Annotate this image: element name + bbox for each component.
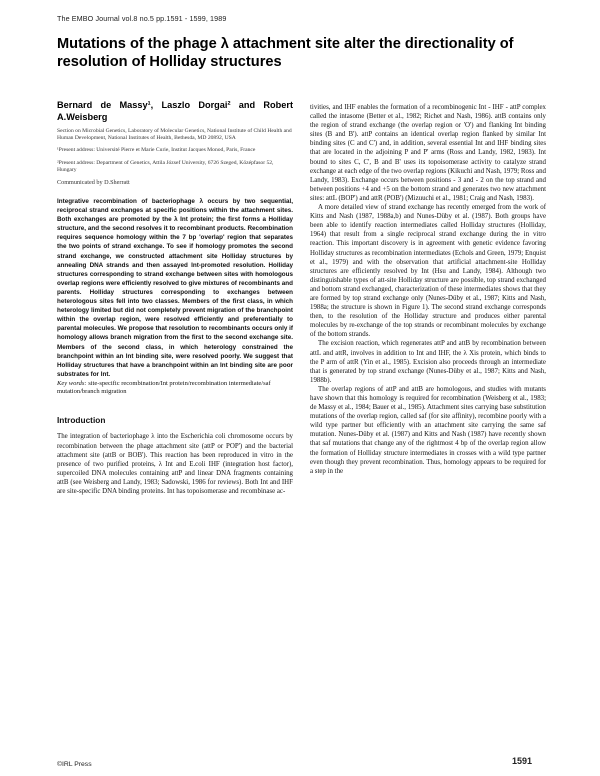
body-paragraph: The excision reaction, which regenerates attP and attB by recombination between attL and attR, involves in addition to Int and IHF, the λ Xis protein, which binds to the P arm of attR (Yin et al., 1985). Excision also proceeds through an intermediate that is generated by top strand exchange (Nunes-Düby et al., 1987; Kitts and Nash, 1988b). [310,340,546,384]
body-paragraph: A more detailed view of strand exchange has recently emerged from the work of Kitts and Nash (1987, 1988a,b) and Nunes-Düby et al. (1987). Both groups have been able to identify reaction intermediates called Holliday structures (Holliday, 1964) that result from a single reciprocal strand exchange during the in vitro reaction. This important discovery is in agreement with genetic evidence favoring Holliday structures as recombination intermediates (Echols and Green, 1979; Enquist et al., 1979) and with the observation that artificial attachment-site Holliday structures are efficiently resolved by Int (Hsu and Landy, 1984). Although two distinguishable types of att-site Holliday structure are possible, top strand exchanged and bottom strand exchanged, characterization of these intermediates shows that they are formed by top strand exchange only (Nunes-Düby et al., 1987; Kitts and Nash, 1988a; the structure is shown in Figure 1). The second strand exchange corresponds then, to the resolution of the Holliday structure and produces either parental molecules by re-exchange of the top strands or recombinant molecules by exchange of the bottom strands. [310,204,546,339]
body-paragraph: tivities, and IHF enables the formation of a recombinogenic Int - IHF - attP complex called the intasome (Better et al., 1982; Richet and Nash, 1986). attB contains only the region of strand exchange (the overlap region or 'O') and flanking Int binding sites (B and B'). attP contains an identical overlap region flanked by similar Int binding sites (C and C') and, in addition, several essential Int and IHF binding sites that are located in the adjoining P and P' arms (Ross and Landy, 1982, 1983). Int bound to sites C, C', B and B' uses its topoisomerase activity to catalyze strand exchange at each edge of the two overlap regions (Kikuchi and Nash, 1979; Ross and Landy, 1983). Exchange occurs between positions - 3 and - 2 on the top strand and between positions +4 and +5 on the bottom strand and generates two new attachment sites: attL (BOP') and attR (POB') (Mizuuchi et al., 1981; Craig and Nash, 1983). [310,104,546,202]
right-column [310,103,546,476]
article-title: Mutations of the phage λ attachment site alter the directionality of resolution of Holliday structures [57,36,514,70]
affiliation-main: Section on Microbial Genetics, Laboratory of Molecular Genetics, National Institute of Child Health and Human Development, National Institutes of Health, Bethesda, MD 20892, USA [57,128,292,142]
left-column [57,100,293,496]
affiliation-present-1: ¹Present address: Université Pierre et Marie Curie, Institut Jacques Monod, Paris, France [57,147,256,154]
keywords-label: Key words: [57,379,87,387]
publisher-footer: ©IRL Press [57,761,92,768]
journal-header: The EMBO Journal vol.8 no.5 pp.1591 - 1599, 1989 [57,14,227,23]
affiliation-present-2: ²Present address: Department of Genetics, Attila József University, 6726 Szeged, Középfasor 52, Hungary [57,159,274,173]
communicated-by: Communicated by D.Sherratt [57,179,130,187]
page-number: 1591 [512,756,533,766]
abstract: Integrative recombination of bacteriophage λ occurs by two sequential, reciprocal strand exchanges at specific positions within the attachment sites. Both exchanges are promoted by the λ Int protein; the first forms a Holliday structure, and the second resolves it to recombinant products. Recombination requires sequence homology within the 7 bp 'overlap' region that separates the two points of strand exchange. To see if homology promotes the second strand exchange, we constructed attachment site Holliday structures by annealing DNA strands and then assayed Int-promoted resolution. Holliday structures corresponding to strand exchange between sites with homologous overlap regions were efficiently resolved to give mixtures of recombinants and parents. Holliday structures corresponding to exchanges between heterologous sites fell into two classes. Members of the first class, in which heterology limited but did not completely prevent migration of the branchpoint within the overlap region, were resolved efficiently and preferentially to parental molecules. We propose that resolution to recombinants occurs only if homology allows branch migration from the first to the second exchange site. Members of the second class, in which heterology constrained the branchpoint within an Int binding site, were resolved poorly. We suggest that Holliday structures that have a branchpoint within an Int binding site are poor substrates for Int. [57,198,293,378]
intro-heading: Introduction [57,415,106,426]
body-paragraph: The overlap regions of attP and attB are homologous, and studies with mutants have shown that this homology is required for recombination (Weisberg et al., 1983; de Massy et al., 1984; Bauer et al., 1985). Attachment sites carrying base substitution mutations of the overlap region, called saf (for site affinity), recombine poorly with a wild type partner but efficiently with an attachment site carrying the same saf mutation. Nunes-Düby et al. (1987) and Kitts and Nash (1987) have recently shown that saf mutations that change any of the rightmost 4 bp of the overlap region allow the formation of Holliday structure intermediates in crosses with a wild type partner even though they prevent recombination. Thus, homology appears to be required for a step in the [310,385,546,475]
intro-paragraph: The integration of bacteriophage λ into the Escherichia coli chromosome occurs by recombination between the phage attachment site (attP or POP') and the bacterial attachment site (attB or BOB'). This reaction has been reproduced in vitro in the presence of two purified proteins, λ Int and E.coli IHF (integration host factor), supercoiled DNA molecules containing attP and linear DNA fragments containing attB (see Weisberg and Landy, 1983; Sadowski, 1986 for reviews). Both Int and IHF are site-specific DNA binding proteins. Int has topoisomerase and recombinase ac- [57,433,293,496]
author-list: Bernard de Massy¹, Laszlo Dorgai² and Robert A.Weisberg [57,100,293,122]
keywords [57,380,293,396]
keywords-text: site-specific recombination/Int protein/recombination intermediate/saf mutation/branch migration [57,379,271,396]
